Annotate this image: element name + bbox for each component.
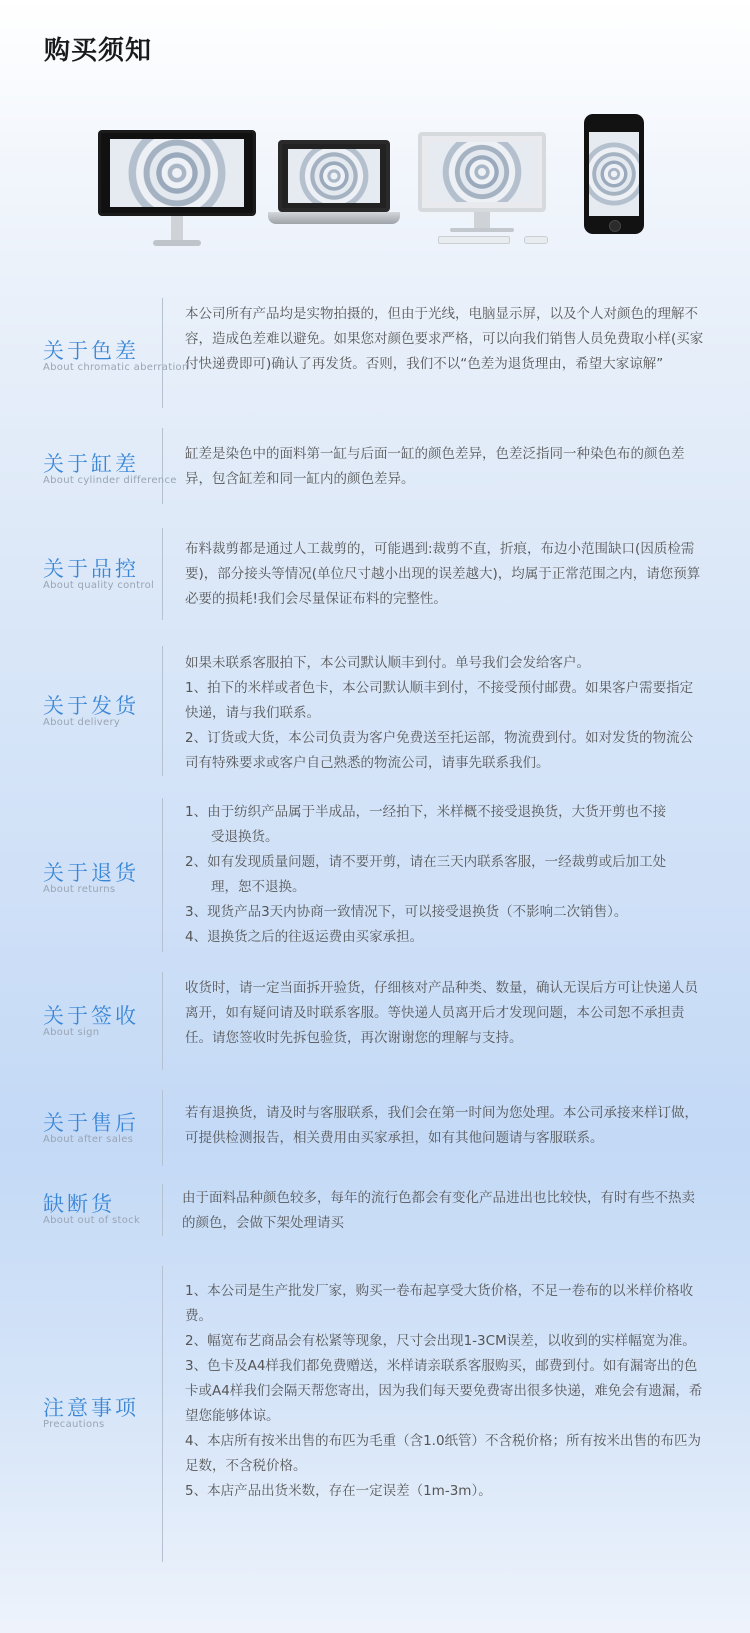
body-line: 如果未联系客服拍下，本公司默认顺丰到付。单号我们会发给客户。: [185, 655, 590, 671]
body-line: 缸差是染色中的面料第一缸与后面一缸的颜色差异，色差泛指同一种染色布的颜色差异，包含缸差和同一缸内的颜色差异。: [185, 446, 685, 487]
section-title: 关于签收: [43, 1004, 139, 1028]
section-title: 关于缸差: [43, 452, 139, 476]
body-line: 4、本店所有按米出售的布匹为毛重（含1.0纸管）不含税价格；所有按米出售的布匹为足数，不含税价格。: [185, 1433, 702, 1474]
section-body: [185, 442, 705, 492]
section-body: [185, 1101, 705, 1151]
section-subtitle: About delivery: [43, 717, 121, 728]
body-line: 5、本店产品出货米数，存在一定误差（1m-3m）。: [185, 1483, 492, 1499]
desktop-monitor-icon: [98, 130, 256, 252]
body-line: 2、如有发现质量问题，请不要开剪，请在三天内联系客服，一经裁剪或后加工处: [185, 854, 667, 870]
section-title: 关于售后: [43, 1111, 139, 1135]
section-subtitle: About out of stock: [43, 1215, 141, 1226]
body-line: 2、幅宽布艺商品会有松紧等现象，尺寸会出现1-3CM误差，以收到的实样幅宽为准。: [185, 1333, 696, 1349]
body-line: 本公司所有产品均是实物拍摄的，但由于光线，电脑显示屏，以及个人对颜色的理解不容，造成色差难以避免。如果您对颜色要求严格，可以向我们销售人员免费取小样(买家付快递费即可)确认了再发货。否则，我们不以“色差为退货理由，希望大家谅解”: [185, 306, 704, 372]
body-line: 1、本公司是生产批发厂家，购买一卷布起享受大货价格，不足一卷布的以米样价格收费。: [185, 1283, 694, 1324]
section-body: [182, 1186, 702, 1236]
laptop-icon: [268, 140, 400, 236]
section-subtitle: About quality control: [43, 580, 155, 591]
section-body: [185, 537, 705, 612]
body-line: 收货时，请一定当面拆开验货，仔细核对产品种类、数量，确认无误后方可让快递人员离开，如有疑问请及时联系客服。等快递人员离开后才发现问题，本公司恕不承担责任。请您签收时先拆包验货，再次谢谢您的理解与支持。: [185, 980, 698, 1046]
body-line: 4、退换货之后的往返运费由买家承担。: [185, 929, 424, 945]
section-title: 关于品控: [43, 557, 139, 581]
imac-icon: [418, 132, 558, 250]
section-title: 关于退货: [43, 861, 139, 885]
section-subtitle: About returns: [43, 884, 116, 895]
section-subtitle: About chromatic aberration: [43, 362, 189, 373]
device-showcase: [0, 0, 750, 270]
section-body: [185, 1279, 705, 1504]
section-subtitle: About after sales: [43, 1134, 134, 1145]
section-body: [185, 976, 705, 1051]
body-line: 2、订货或大货，本公司负责为客户免费送至托运部，物流费到付。如对发货的物流公司有特殊要求或客户自己熟悉的物流公司，请事先联系我们。: [185, 730, 694, 771]
body-line: 1、拍下的米样或者色卡，本公司默认顺丰到付，不接受预付邮费。如果客户需要指定快递，请与我们联系。: [185, 680, 694, 721]
section-body: [185, 800, 705, 950]
body-line: 若有退换货，请及时与客服联系，我们会在第一时间为您处理。本公司承接来样订做，可提供检测报告，相关费用由买家承担，如有其他问题请与客服联系。: [185, 1105, 698, 1146]
section-title: 缺断货: [43, 1192, 115, 1216]
section-body: [185, 651, 705, 776]
section-subtitle: Precautions: [43, 1419, 105, 1430]
section-title: 关于色差: [43, 339, 139, 363]
body-line: 理，恕不退换。: [211, 879, 306, 895]
body-line: 由于面料品种颜色较多，每年的流行色都会有变化产品进出也比较快，有时有些不热卖的颜色，会做下架处理请买: [182, 1190, 695, 1231]
section-title: 关于发货: [43, 694, 139, 718]
body-line: 1、由于纺织产品属于半成品，一经拍下，米样概不接受退换货，大货开剪也不接: [185, 804, 667, 820]
section-subtitle: About sign: [43, 1027, 100, 1038]
section-title: 注意事项: [43, 1396, 139, 1420]
smartphone-icon: [584, 114, 644, 234]
body-line: 3、色卡及A4样我们都免费赠送，米样请亲联系客服购买，邮费到付。如有漏寄出的色卡或A4样我们会隔天帮您寄出，因为我们每天要免费寄出很多快递，难免会有遗漏，希望您能够体谅。: [185, 1358, 703, 1424]
section-subtitle: About cylinder difference: [43, 475, 177, 486]
body-line: 布料裁剪都是通过人工裁剪的，可能遇到:裁剪不直，折痕，布边小范围缺口(因质检需要)，部分接头等情况(单位尺寸越小出现的误差越大)，均属于正常范围之内，请您预算必要的损耗!我们会尽量保证布料的完整性。: [185, 541, 701, 607]
section-body: [185, 302, 705, 377]
page-title: 购买须知: [44, 36, 153, 66]
body-line: 受退换货。: [211, 829, 279, 845]
body-line: 3、现货产品3天内协商一致情况下，可以接受退换货（不影响二次销售）。: [185, 904, 628, 920]
